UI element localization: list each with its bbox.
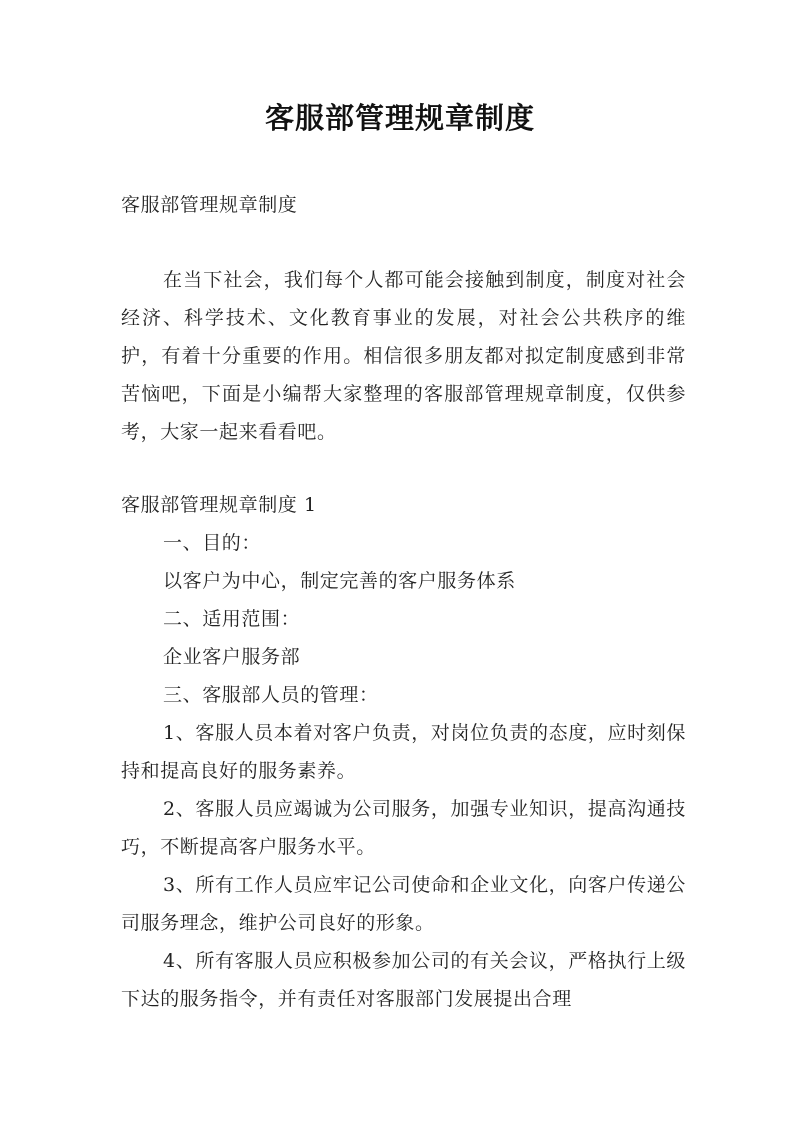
- heading-scope: 二、适用范围：: [163, 608, 301, 630]
- rule-item-3: 3、所有工作人员应牢记公司使命和企业文化，向客户传递公司服务理念，维护公司良好的形象。: [121, 874, 686, 934]
- rule-item-2: 2、客服人员应竭诚为公司服务，加强专业知识，提高沟通技巧，不断提高客户服务水平。: [121, 798, 686, 858]
- document-title: 客服部管理规章制度: [264, 101, 535, 135]
- section-heading: 客服部管理规章制度 1: [121, 494, 317, 516]
- document-subtitle: 客服部管理规章制度: [121, 194, 298, 216]
- heading-purpose: 一、目的：: [163, 532, 262, 554]
- section-body: [121, 524, 686, 1018]
- heading-staff-management: 三、客服部人员的管理：: [163, 684, 379, 706]
- intro-paragraph: 在当下社会，我们每个人都可能会接触到制度，制度对社会经济、科学技术、文化教育事业的发展，对社会公共秩序的维护，有着十分重要的作用。相信很多朋友都对拟定制度感到非常苦恼吧，下面是小编帮大家整理的客服部管理规章制度，仅供参考，大家一起来看看吧。: [121, 269, 686, 443]
- rule-item-4: 4、所有客服人员应积极参加公司的有关会议，严格执行上级下达的服务指令，并有责任对客服部门发展提出合理: [121, 950, 686, 1010]
- purpose-text: 以客户为中心，制定完善的客户服务体系: [163, 570, 516, 592]
- scope-text: 企业客户服务部: [163, 646, 301, 668]
- rule-item-1: 1、客服人员本着对客户负责，对岗位负责的态度，应时刻保持和提高良好的服务素养。: [121, 722, 686, 782]
